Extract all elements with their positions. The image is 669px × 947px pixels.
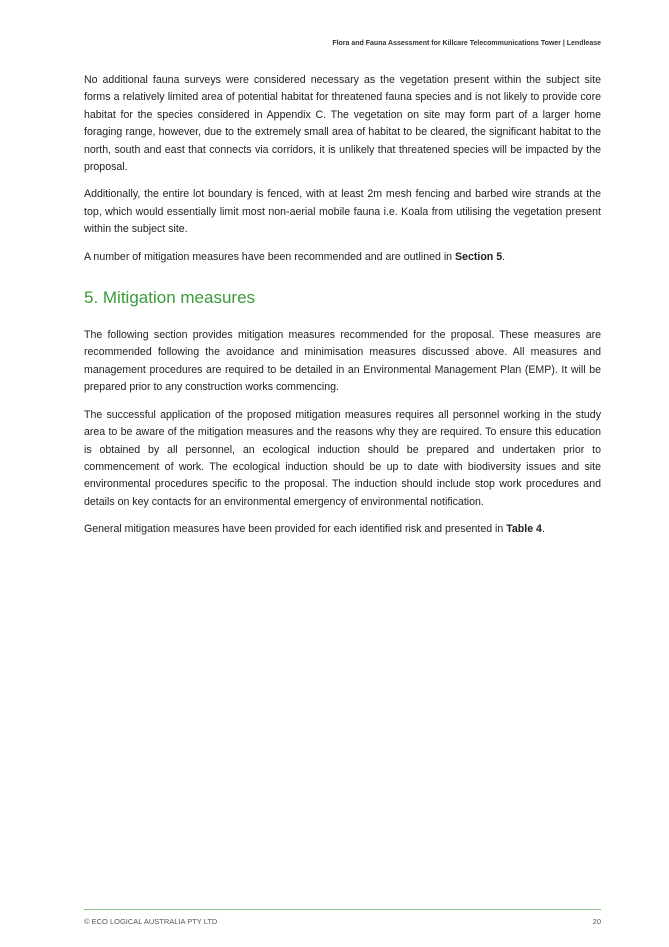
paragraph-end: . — [502, 250, 506, 263]
paragraph-text: General mitigation measures have been provided for each identified risk and presented in — [84, 523, 507, 536]
paragraph-mitigation-intro: The following section provides mitigation measures recommended for the proposal. These measures are recommended following the avoidance and minimisation measures discussed above. All measures and management procedures are required to be detailed in an Environmental Management Plan (EMP). It will be prepared prior to any construction works commencing. — [84, 329, 601, 394]
section-reference: Section 5 — [455, 250, 503, 263]
section-heading: 5. Mitigation measures — [84, 288, 256, 308]
paragraph-end: . — [541, 523, 545, 536]
page-body — [84, 72, 601, 549]
running-header: Flora and Fauna Assessment for Killcare Telecommunications Tower | Lendlease — [332, 40, 601, 47]
page-number: 20 — [592, 917, 601, 926]
paragraph-fencing: Additionally, the entire lot boundary is fenced, with at least 2m mesh fencing and barbed wire strands at the top, which would essentially limit most non-aerial mobile fauna i.e. Koala from utilising the vegetation present within the subject site. — [84, 188, 601, 236]
paragraph-fauna-surveys: No additional fauna surveys were considered necessary as the vegetation present within the subject site forms a relatively limited area of potential habitat for threatened fauna species and is not likely to provide core habitat for the species considered in Appendix C. The vegetation on site may form part of a larger home foraging range, however, due to the extremely small area of habitat to be cleared, the significant habitat to the north, south and east that connects via corridors, it is unlikely that threatened species will be impacted by the proposal. — [84, 74, 601, 174]
paragraph-table-reference — [84, 521, 601, 538]
footer-company: © ECO LOGICAL AUSTRALIA PTY LTD — [84, 917, 218, 926]
paragraph-mitigation-reference — [84, 249, 601, 266]
footer-rule — [84, 909, 601, 910]
paragraph-text: A number of mitigation measures have been recommended and are outlined in — [84, 250, 456, 263]
table-reference: Table 4 — [506, 523, 542, 536]
paragraph-ecological-induction: The successful application of the proposed mitigation measures requires all personnel working in the study area to be aware of the mitigation measures and the reasons why they are required. To ensure this education is obtained by all personnel, an ecological induction should be prepared and undertaken prior to commencement of work. The ecological induction should be up to date with biodiversity issues and site environmental procedures specific to the proposal. The induction should include stop work procedures and details on key contacts for an environmental emergency of environmental notification. — [84, 408, 601, 508]
